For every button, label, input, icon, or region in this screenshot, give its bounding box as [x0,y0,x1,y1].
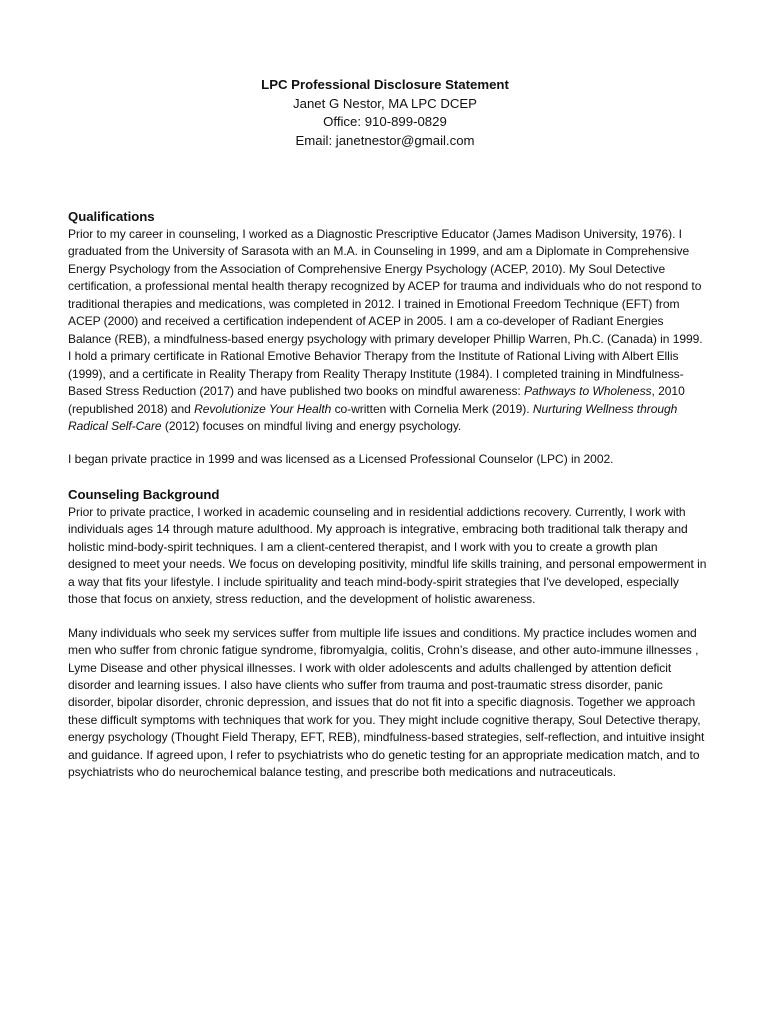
qualifications-paragraph-2: I began private practice in 1999 and was licensed as a Licensed Professional Counselor (LPC) in 2002. [68,452,614,467]
qualifications-text-2: , 2010 (republished 2018) and [68,384,685,416]
book-title-pathways: Pathways to Wholeness [524,384,652,399]
document-header [0,76,770,150]
counseling-paragraph-1: Prior to private practice, I worked in academic counseling and in residential addictions recovery. Currently, I work with individuals ages 14 through mature adulthood. My approach is integrative, embracing both traditional talk therapy and holistic mind-body-spirit techniques. I am a client-centered therapist, and I work with you to create a growth plan designed to meet your needs. We focus on developing positivity, mindful life skills training, and personal empowerment in a way that fits your lifestyle. I include spirituality and teach mind-body-spirit strategies that I've developed, especially those that focus on anxiety, stress reduction, and the development of holistic awareness. [68,504,707,607]
document-body [68,208,708,782]
qualifications-section [68,208,708,469]
qualifications-text-1: Prior to my career in counseling, I worked as a Diagnostic Prescriptive Educator (James Madison University, 1976). I graduated from the University of Sarasota with an M.A. in Counseling in 1999, and am a Diplomate in Comprehensive Energy Psychology from the Association of Comprehensive Energy Psychology (ACEP, 2010). My Soul Detective certification, a professional mental health therapy recognized by ACEP for trauma and individuals who do not respond to traditional therapies and medications, was completed in 2012. I trained in Emotional Freedom Technique (EFT) from ACEP (2000) and received a certification independent of ACEP in 2005. I am a co-developer of Radiant Energies Balance (REB), a mindfulness-based energy psychology with primary developer Phillip Warren, Ph.C. (Canada) in 1999. I hold a primary certificate in Rational Emotive Behavior Therapy from the Institute of Rational Living with Albert Ellis (1999), and a certificate in Reality Therapy from Reality Therapy Institute (1984). I completed training in Mindfulness-Based Stress Reduction (2017) and have published two books on mindful awareness: [68,227,703,399]
author-name: Janet G Nestor, MA LPC DCEP [293,95,477,111]
book-title-nurturing: Nurturing Wellness through Radical Self-Care [68,401,678,433]
office-phone: Office: 910-899-0829 [323,114,447,130]
paragraph-spacer [68,435,708,451]
paragraph-spacer [68,609,708,625]
qualifications-paragraph-1 [68,226,708,435]
qualifications-text-3: co-written with Cornelia Merk (2019). [331,401,533,416]
qualifications-heading: Qualifications [68,209,155,224]
section-spacer [68,469,708,486]
book-title-revolutionize: Revolutionize Your Health [194,401,332,416]
counseling-background-heading: Counseling Background [68,486,220,502]
qualifications-text-4: (2012) focuses on mindful living and energy psychology. [161,418,462,433]
email-address: Email: janetnestor@gmail.com [295,132,475,148]
counseling-background-section [68,486,708,782]
document-title: LPC Professional Disclosure Statement [261,77,509,92]
counseling-paragraph-2: Many individuals who seek my services suffer from multiple life issues and conditions. My practice includes women and men who suffer from chronic fatigue syndrome, fibromyalgia, colitis, Crohn’s disease, and other auto-immune illnesses , Lyme Disease and other physical illnesses. I work with older adolescents and adults challenged by attention deficit disorder and learning issues. I also have clients who suffer from trauma and post-traumatic stress disorder, panic disorder, bipolar disorder, chronic depression, and issues that do not fit into a specific diagnosis. Together we approach these difficult symptoms with techniques that work for you. They might include cognitive therapy, Soul Detective therapy, energy psychology (Thought Field Therapy, EFT, REB), mindfulness-based strategies, self-reflection, and intuitive insight and guidance. If agreed upon, I refer to psychiatrists who do genetic testing for an appropriate medication match, and to psychiatrists who do neurochemical balance testing, and prescribe both medications and nutraceuticals. [68,625,705,780]
